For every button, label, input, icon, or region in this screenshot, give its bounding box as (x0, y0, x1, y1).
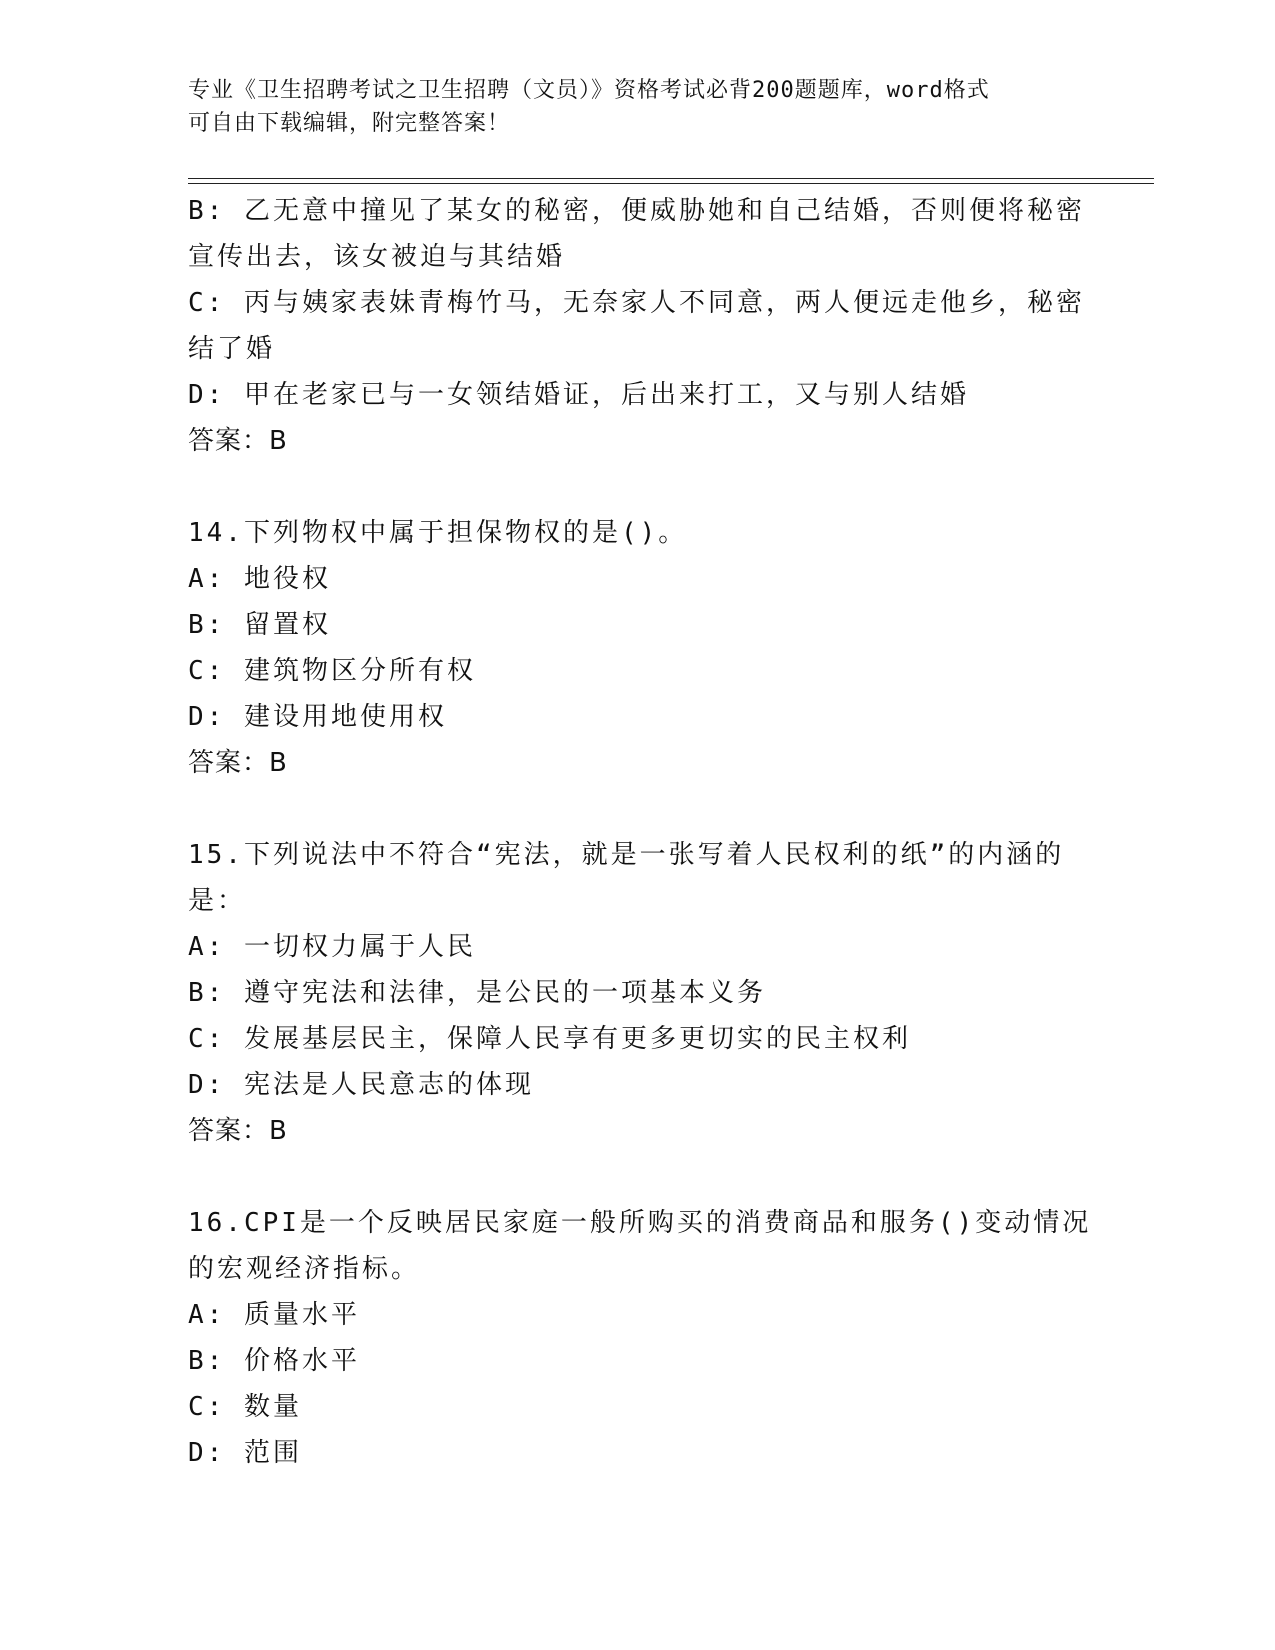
q14-answer: 答案：B (188, 748, 288, 778)
q13-option-d: D: 甲在老家已与一女领结婚证，后出来打工，又与别人结婚 (188, 380, 969, 410)
q16-option-a: A: 质量水平 (188, 1300, 360, 1330)
q15-option-b: B: 遵守宪法和法律，是公民的一项基本义务 (188, 978, 766, 1008)
header-divider-bottom (188, 183, 1154, 184)
q14-question: 14.下列物权中属于担保物权的是()。 (188, 518, 688, 548)
q16-question-line-2: 的宏观经济指标。 (188, 1254, 421, 1284)
question-content (188, 188, 1092, 1476)
q13-option-c-line-1: C: 丙与姨家表妹青梅竹马，无奈家人不同意，两人便远走他乡，秘密 (188, 288, 1085, 318)
spacer (188, 464, 1088, 510)
q16-question-line-1: 16.CPI是一个反映居民家庭一般所购买的消费商品和服务()变动情况 (188, 1208, 1092, 1238)
q14-option-d: D: 建设用地使用权 (188, 702, 447, 732)
spacer (188, 786, 1088, 832)
header-line-2: 可自由下载编辑，附完整答案！ (188, 111, 511, 136)
document-header (188, 74, 1088, 140)
q13-option-b-line-1: B: 乙无意中撞见了某女的秘密，便威胁她和自己结婚，否则便将秘密 (188, 196, 1085, 226)
q15-option-c: C: 发展基层民主，保障人民享有更多更切实的民主权利 (188, 1024, 911, 1054)
q15-option-d: D: 宪法是人民意志的体现 (188, 1070, 534, 1100)
q16-option-c: C: 数量 (188, 1392, 302, 1422)
q15-answer: 答案：B (188, 1116, 288, 1146)
q14-option-a: A: 地役权 (188, 564, 331, 594)
q15-option-a: A: 一切权力属于人民 (188, 932, 476, 962)
q13-answer: 答案：B (188, 426, 288, 456)
q16-option-b: B: 价格水平 (188, 1346, 360, 1376)
spacer (188, 1154, 1088, 1200)
q13-option-b-line-2: 宣传出去，该女被迫与其结婚 (188, 242, 566, 272)
q15-question-line-1: 15.下列说法中不符合“宪法，就是一张写着人民权利的纸”的内涵的 (188, 840, 1065, 870)
q13-option-c-line-2: 结了婚 (188, 334, 276, 364)
q15-question-line-2: 是： (188, 886, 247, 916)
q14-option-c: C: 建筑物区分所有权 (188, 656, 476, 686)
q14-option-b: B: 留置权 (188, 610, 331, 640)
header-line-1: 专业《卫生招聘考试之卫生招聘（文员）》资格考试必背200题题库，word格式 (188, 78, 990, 103)
q16-option-d: D: 范围 (188, 1438, 302, 1468)
header-divider-top (188, 178, 1154, 179)
